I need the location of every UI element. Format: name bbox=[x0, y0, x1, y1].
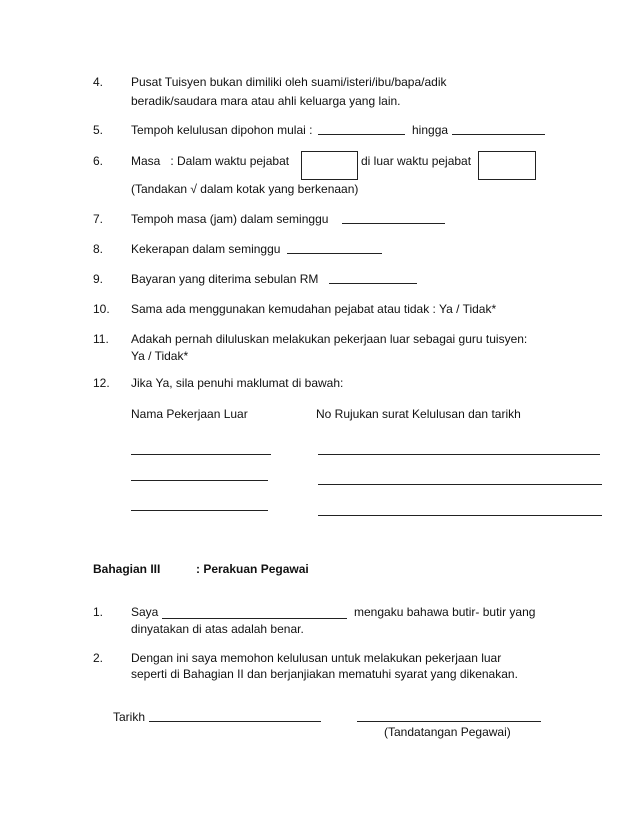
item-11-number: 11. bbox=[93, 332, 109, 346]
item-12-label: Jika Ya, sila penuhi maklumat di bawah: bbox=[131, 376, 344, 390]
item-5-start-date-line[interactable] bbox=[318, 134, 405, 135]
item-8-number: 8. bbox=[93, 242, 104, 256]
item-9-label: Bayaran yang diterima sebulan RM bbox=[131, 272, 319, 286]
item-6-outside-hours-label: di luar waktu pejabat bbox=[361, 154, 472, 168]
declaration-2-number: 2. bbox=[93, 651, 104, 665]
declaration-1-line2: dinyatakan di atas adalah benar. bbox=[131, 622, 304, 636]
outside-work-name-line-1[interactable] bbox=[131, 454, 271, 455]
approval-reference-line-3[interactable] bbox=[318, 515, 602, 516]
outside-work-name-line-3[interactable] bbox=[131, 510, 268, 511]
office-hours-checkbox[interactable] bbox=[301, 151, 358, 180]
signature-line[interactable] bbox=[357, 721, 541, 722]
item-5-end-date-line[interactable] bbox=[452, 134, 545, 135]
declaration-1-number: 1. bbox=[93, 605, 104, 619]
item-8-input-line[interactable] bbox=[287, 253, 382, 254]
date-label: Tarikh bbox=[113, 710, 146, 724]
outside-work-name-header: Nama Pekerjaan Luar bbox=[131, 407, 248, 421]
section-3-subtitle: : Perakuan Pegawai bbox=[196, 562, 309, 576]
item-6-label: Masa : Dalam waktu pejabat bbox=[131, 154, 290, 168]
officer-name-line[interactable] bbox=[162, 618, 347, 619]
item-10-label: Sama ada menggunakan kemudahan pejabat atau tidak : Ya / Tidak* bbox=[131, 302, 497, 316]
item-11-text-line1: Adakah pernah diluluskan melakukan pekerjaan luar sebagai guru tuisyen: bbox=[131, 332, 528, 346]
approval-reference-header: No Rujukan surat Kelulusan dan tarikh bbox=[316, 407, 521, 421]
item-7-label: Tempoh masa (jam) dalam seminggu bbox=[131, 212, 329, 226]
item-5-label: Tempoh kelulusan dipohon mulai : bbox=[131, 123, 313, 137]
declaration-2-line2: seperti di Bahagian II dan berjanjiakan mematuhi syarat yang dikenakan. bbox=[131, 667, 518, 681]
item-10-number: 10. bbox=[93, 302, 110, 316]
item-12-number: 12. bbox=[93, 376, 110, 390]
declaration-1-rest: mengaku bahawa butir- butir yang bbox=[354, 605, 536, 619]
item-5-hingga-label: hingga bbox=[412, 123, 449, 137]
outside-office-hours-checkbox[interactable] bbox=[478, 151, 536, 180]
approval-reference-line-1[interactable] bbox=[318, 454, 600, 455]
item-4-text-line2: beradik/saudara mara atau ahli keluarga yang lain. bbox=[131, 94, 401, 108]
date-input-line[interactable] bbox=[149, 721, 321, 722]
signature-caption: (Tandatangan Pegawai) bbox=[384, 725, 511, 739]
outside-work-name-line-2[interactable] bbox=[131, 480, 268, 481]
item-11-text-line2: Ya / Tidak* bbox=[131, 349, 189, 363]
item-9-input-line[interactable] bbox=[329, 283, 417, 284]
approval-reference-line-2[interactable] bbox=[318, 484, 602, 485]
section-3-title: Bahagian III bbox=[93, 562, 161, 576]
item-8-label: Kekerapan dalam seminggu bbox=[131, 242, 281, 256]
item-6-number: 6. bbox=[93, 154, 104, 168]
declaration-2-line1: Dengan ini saya memohon kelulusan untuk melakukan pekerjaan luar bbox=[131, 651, 502, 665]
item-5-number: 5. bbox=[93, 123, 104, 137]
item-6-note: (Tandakan √ dalam kotak yang berkenaan) bbox=[131, 182, 359, 196]
item-9-number: 9. bbox=[93, 272, 104, 286]
item-7-number: 7. bbox=[93, 212, 104, 226]
item-7-input-line[interactable] bbox=[342, 223, 445, 224]
item-4-text-line1: Pusat Tuisyen bukan dimiliki oleh suami/isteri/ibu/bapa/adik bbox=[131, 75, 447, 89]
declaration-1-saya: Saya bbox=[131, 605, 159, 619]
item-4-number: 4. bbox=[93, 75, 104, 89]
